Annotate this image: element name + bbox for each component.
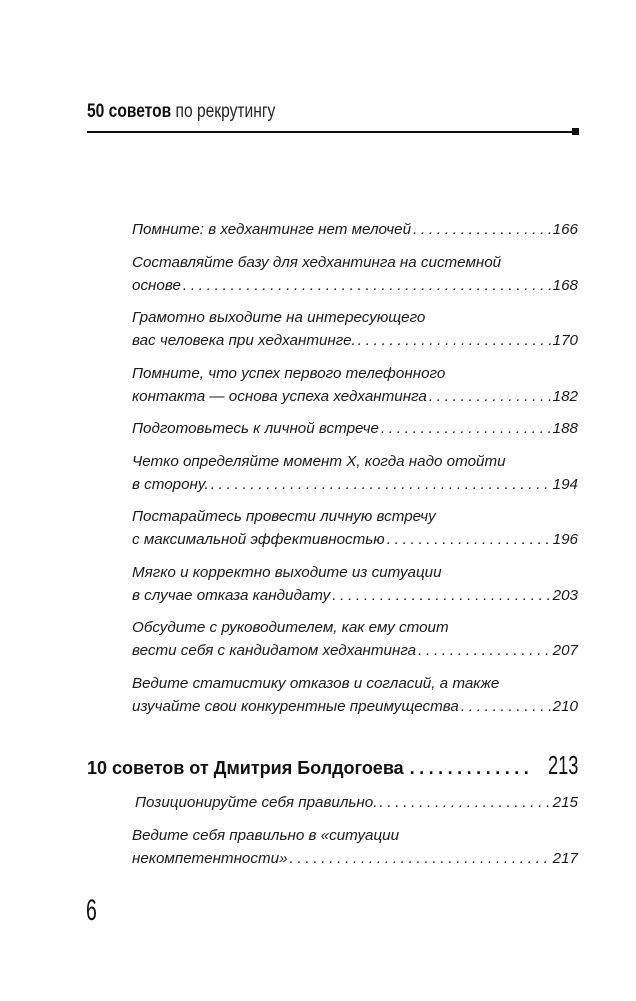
entry-page: 217 (552, 849, 578, 867)
toc-entry[interactable] (132, 417, 578, 440)
entry-last-line (132, 528, 578, 551)
section-title: 10 советов от Дмитрия Болдогоева (87, 758, 404, 778)
entry-page: 188 (552, 420, 578, 437)
dot-leader (381, 417, 551, 440)
entry-text: Мягко и корректно выходите из ситуации (132, 563, 442, 581)
entry-last-line (132, 329, 578, 352)
header-rule (87, 131, 575, 133)
page-number: 6 (86, 894, 97, 927)
entry-text: Ведите себя правильно в «ситуации (132, 826, 400, 844)
running-header (87, 101, 275, 123)
entry-page: 166 (552, 221, 578, 238)
toc-section-heading[interactable] (87, 750, 578, 781)
entry-page: 210 (552, 697, 578, 715)
entry-line (132, 450, 578, 473)
dot-leader (418, 639, 551, 662)
entry-last-line (132, 473, 578, 496)
dot-leader (410, 758, 529, 779)
entry-text: Позиционируйте себя правильно. (135, 794, 378, 811)
entry-text: вести себя с кандидатом хедхантинга (132, 642, 417, 659)
header-rest: по рекрутингу (175, 101, 276, 122)
entry-page: 215 (552, 794, 578, 811)
toc-sublist (132, 791, 578, 879)
entry-last-line (132, 385, 578, 408)
entry-text: контакта — основа успеха хедхантинга (132, 387, 427, 405)
dot-leader (413, 218, 551, 241)
toc-entry[interactable] (132, 824, 578, 870)
entry-text: Помните: в хедхантинге нет мелочей (132, 221, 412, 238)
header-bold: 50 советов (87, 101, 172, 122)
entry-text: в случае отказа кандидату (132, 586, 331, 604)
dot-leader (358, 329, 551, 352)
entry-page: 168 (552, 276, 578, 294)
toc-list (132, 218, 578, 727)
entry-last-line (132, 218, 578, 241)
entry-page: 182 (552, 387, 578, 405)
dot-leader (332, 584, 550, 607)
entry-page: 170 (552, 332, 578, 349)
toc-entry[interactable] (132, 218, 578, 241)
toc-entry[interactable] (132, 505, 578, 551)
toc-entry[interactable] (132, 450, 578, 496)
entry-text: Постарайтесь провести личную встречу (132, 508, 436, 525)
entry-last-line (132, 274, 578, 297)
entry-text: Помните, что успех первого телефонного (132, 364, 446, 382)
entry-last-line (132, 695, 578, 718)
section-page: 213 (547, 750, 578, 780)
header-rule-marker (572, 128, 579, 135)
toc-entry[interactable] (132, 791, 578, 814)
entry-text: в сторону. (132, 475, 209, 493)
entry-line (132, 251, 578, 274)
dot-leader (183, 274, 551, 297)
entry-page: 203 (552, 586, 578, 604)
toc-entry[interactable] (132, 251, 578, 297)
toc-entry[interactable] (132, 672, 578, 718)
dot-leader (290, 847, 551, 870)
entry-text: Обсудите с руководителем, как ему стоит (132, 619, 449, 636)
entry-line (132, 616, 578, 639)
entry-line (132, 561, 578, 584)
dot-leader (461, 695, 551, 718)
toc-entry[interactable] (132, 616, 578, 662)
entry-text: Составляйте базу для хедхантинга на системной (132, 253, 502, 271)
toc-entry[interactable] (132, 306, 578, 352)
entry-text: Подготовьтесь к личной встрече (132, 420, 379, 437)
entry-line (132, 824, 578, 847)
dot-leader (429, 385, 551, 408)
entry-line (132, 306, 578, 329)
entry-last-line (132, 584, 578, 607)
entry-line (132, 672, 578, 695)
toc-entry[interactable] (132, 362, 578, 408)
entry-line (132, 362, 578, 385)
dot-leader (211, 473, 551, 496)
dot-leader (387, 528, 551, 551)
entry-text: вас человека при хедхантинге. (132, 332, 356, 349)
dot-leader (379, 791, 550, 814)
entry-text: изучайте свои конкурентные преимущества (132, 697, 459, 715)
entry-page: 207 (552, 642, 578, 659)
entry-text: с максимальной эффективностью (132, 531, 385, 548)
entry-text: Грамотно выходите на интересующего (132, 309, 426, 326)
entry-line (132, 505, 578, 528)
entry-text: Ведите статистику отказов и согласий, а также (132, 674, 500, 692)
entry-last-line (132, 417, 578, 440)
toc-entry[interactable] (132, 561, 578, 607)
entry-text: некомпетентности» (132, 849, 288, 867)
entry-text: основе (132, 276, 181, 294)
entry-last-line (132, 639, 578, 662)
entry-page: 196 (552, 531, 578, 548)
entry-last-line (132, 847, 578, 870)
entry-text: Четко определяйте момент Х, когда надо отойти (132, 452, 506, 470)
entry-last-line (132, 791, 578, 814)
entry-page: 194 (552, 475, 578, 493)
